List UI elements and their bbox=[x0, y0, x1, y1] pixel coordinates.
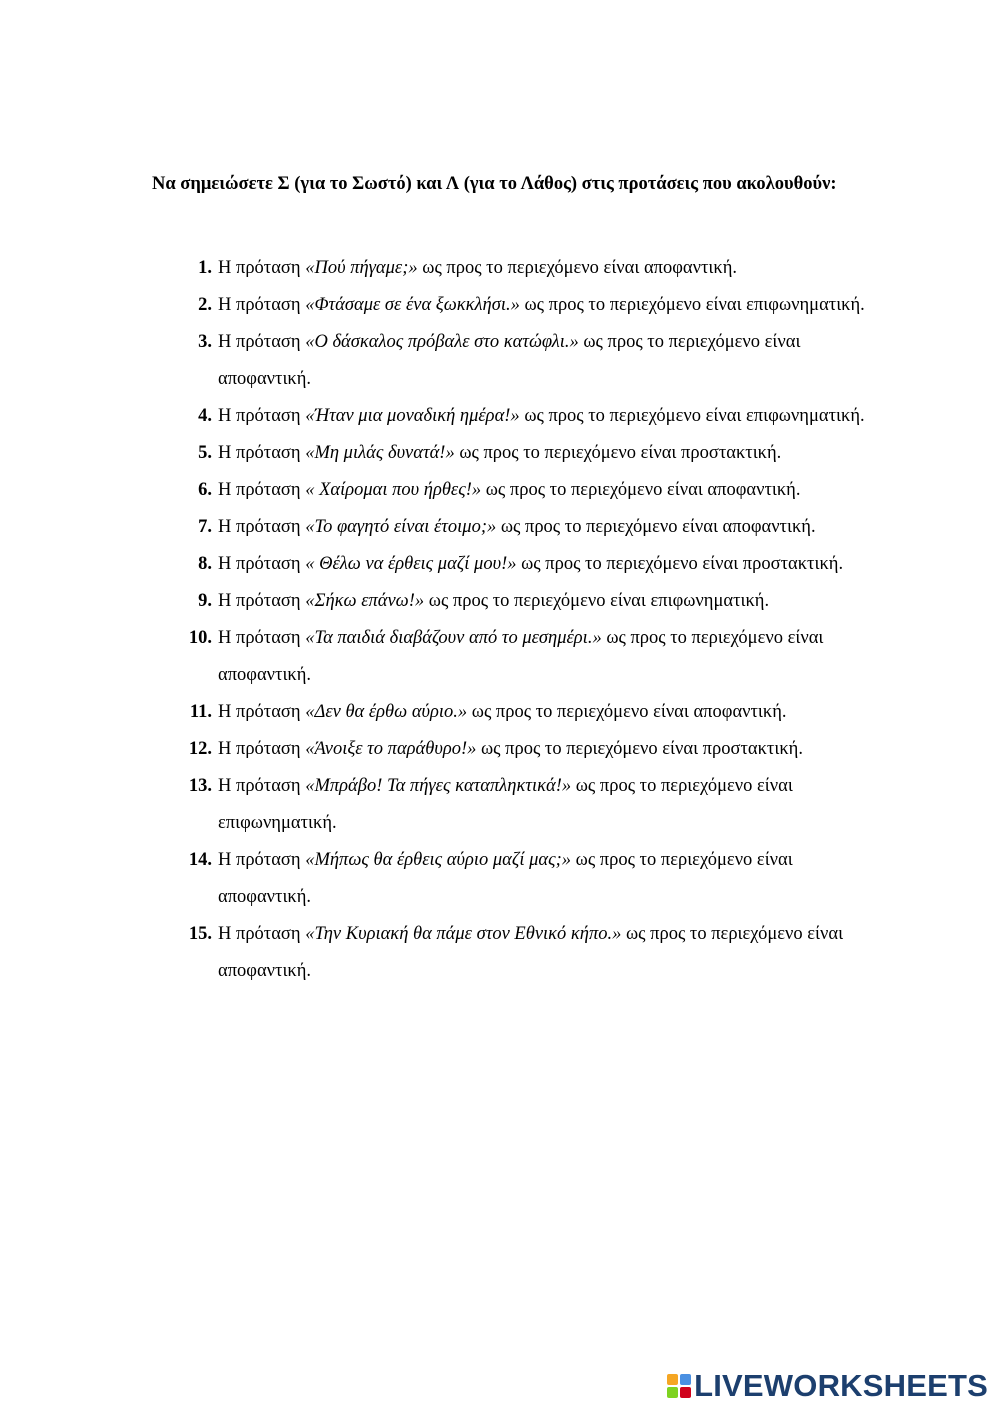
item-sentence: «Φτάσαμε σε ένα ξωκκλήσι.» bbox=[305, 295, 520, 315]
exercise-item bbox=[152, 731, 872, 768]
exercise-item bbox=[152, 842, 872, 916]
item-text bbox=[218, 509, 872, 546]
exercise-item bbox=[152, 324, 872, 398]
item-text bbox=[218, 546, 872, 583]
item-text bbox=[218, 287, 872, 324]
item-prefix: Η πρόταση bbox=[218, 739, 306, 759]
item-sentence: «Μήπως θα έρθεις αύριο μαζί μας;» bbox=[305, 850, 572, 870]
logo-square bbox=[667, 1374, 678, 1385]
liveworksheets-logo bbox=[667, 1366, 988, 1406]
item-prefix: Η πρόταση bbox=[218, 295, 306, 315]
exercise-item bbox=[152, 620, 872, 694]
item-number: 8. bbox=[198, 554, 212, 574]
item-prefix: Η πρόταση bbox=[218, 702, 306, 722]
logo-square bbox=[667, 1387, 678, 1398]
item-sentence: «Δεν θα έρθω αύριο.» bbox=[305, 702, 468, 722]
exercise-item bbox=[152, 435, 872, 472]
item-number: 12. bbox=[188, 739, 212, 759]
item-number: 1. bbox=[198, 258, 212, 278]
item-suffix: ως προς το περιεχόμενο είναι αποφαντική. bbox=[496, 517, 816, 537]
item-suffix: ως προς το περιεχόμενο είναι αποφαντική. bbox=[218, 628, 829, 685]
item-text bbox=[218, 694, 872, 731]
item-number: 15. bbox=[188, 924, 212, 944]
item-text bbox=[218, 472, 872, 509]
item-text bbox=[218, 250, 872, 287]
item-text bbox=[218, 398, 872, 435]
item-number: 7. bbox=[198, 517, 212, 537]
exercise-list bbox=[152, 250, 872, 990]
item-prefix: Η πρόταση bbox=[218, 776, 306, 796]
item-number: 5. bbox=[198, 443, 212, 463]
item-sentence: «Τα παιδιά διαβάζουν από το μεσημέρι.» bbox=[305, 628, 602, 648]
logo-square bbox=[680, 1387, 691, 1398]
item-number: 3. bbox=[198, 332, 212, 352]
item-prefix: Η πρόταση bbox=[218, 517, 306, 537]
item-suffix: ως προς το περιεχόμενο είναι αποφαντική. bbox=[218, 924, 848, 981]
exercise-item bbox=[152, 472, 872, 509]
exercise-item bbox=[152, 398, 872, 435]
item-prefix: Η πρόταση bbox=[218, 258, 306, 278]
logo-text: LIVEWORKSHEETS bbox=[694, 1368, 988, 1403]
exercise-item bbox=[152, 916, 872, 990]
item-number: 9. bbox=[198, 591, 212, 611]
item-suffix: ως προς το περιεχόμενο είναι αποφαντική. bbox=[467, 702, 787, 722]
item-text bbox=[218, 620, 872, 694]
item-text bbox=[218, 731, 872, 768]
item-number: 6. bbox=[198, 480, 212, 500]
item-suffix: ως προς το περιεχόμενο είναι επιφωνηματική. bbox=[424, 591, 770, 611]
item-prefix: Η πρόταση bbox=[218, 332, 306, 352]
item-number: 10. bbox=[188, 628, 212, 648]
item-suffix: ως προς το περιεχόμενο είναι αποφαντική. bbox=[481, 480, 801, 500]
item-suffix: ως προς το περιεχόμενο είναι αποφαντική. bbox=[218, 850, 798, 907]
item-sentence: «Πού πήγαμε;» bbox=[305, 258, 418, 278]
item-number: 14. bbox=[188, 850, 212, 870]
exercise-item bbox=[152, 546, 872, 583]
exercise-item bbox=[152, 250, 872, 287]
item-number: 4. bbox=[198, 406, 212, 426]
item-text bbox=[218, 435, 872, 472]
item-sentence: «Μη μιλάς δυνατά!» bbox=[305, 443, 455, 463]
item-suffix: ως προς το περιεχόμενο είναι προστακτική. bbox=[516, 554, 844, 574]
item-suffix: ως προς το περιεχόμενο είναι αποφαντική. bbox=[218, 332, 806, 389]
item-suffix: ως προς το περιεχόμενο είναι επιφωνηματική. bbox=[519, 295, 865, 315]
item-sentence: «Το φαγητό είναι έτοιμο;» bbox=[305, 517, 497, 537]
item-sentence: « Χαίρομαι που ήρθες!» bbox=[305, 480, 482, 500]
item-sentence: «Μπράβο! Τα πήγες καταπληκτικά!» bbox=[305, 776, 572, 796]
item-text bbox=[218, 324, 872, 398]
item-prefix: Η πρόταση bbox=[218, 480, 306, 500]
item-sentence: «Την Κυριακή θα πάμε στον Εθνικό κήπο.» bbox=[305, 924, 622, 944]
item-prefix: Η πρόταση bbox=[218, 443, 306, 463]
item-suffix: ως προς το περιεχόμενο είναι προστακτική. bbox=[476, 739, 803, 759]
item-number: 2. bbox=[198, 295, 212, 315]
item-sentence: «Άνοιξε το παράθυρο!» bbox=[305, 739, 477, 759]
item-sentence: « Θέλω να έρθεις μαζί μου!» bbox=[305, 554, 517, 574]
item-prefix: Η πρόταση bbox=[218, 850, 306, 870]
item-suffix: ως προς το περιεχόμενο είναι αποφαντική. bbox=[417, 258, 738, 278]
item-text bbox=[218, 916, 872, 990]
item-prefix: Η πρόταση bbox=[218, 628, 306, 648]
item-number: 13. bbox=[188, 776, 212, 796]
item-text bbox=[218, 842, 872, 916]
item-number: 11. bbox=[189, 702, 212, 722]
item-prefix: Η πρόταση bbox=[218, 554, 306, 574]
exercise-item bbox=[152, 509, 872, 546]
exercise-item bbox=[152, 768, 872, 842]
logo-square bbox=[680, 1374, 691, 1385]
item-prefix: Η πρόταση bbox=[218, 924, 306, 944]
item-sentence: «Ο δάσκαλος πρόβαλε στο κατώφλι.» bbox=[305, 332, 579, 352]
item-suffix: ως προς το περιεχόμενο είναι επιφωνηματική. bbox=[519, 406, 865, 426]
item-suffix: ως προς το περιεχόμενο είναι προστακτική. bbox=[454, 443, 782, 463]
item-text bbox=[218, 768, 872, 842]
item-prefix: Η πρόταση bbox=[218, 591, 306, 611]
item-suffix: ως προς το περιεχόμενο είναι επιφωνηματική. bbox=[218, 776, 798, 833]
item-text bbox=[218, 583, 872, 620]
exercise-item bbox=[152, 694, 872, 731]
item-prefix: Η πρόταση bbox=[218, 406, 306, 426]
exercise-item bbox=[152, 287, 872, 324]
exercise-item bbox=[152, 583, 872, 620]
item-sentence: «Σήκω επάνω!» bbox=[305, 591, 425, 611]
item-sentence: «Ήταν μια μοναδική ημέρα!» bbox=[305, 406, 520, 426]
liveworksheets-logo-icon bbox=[667, 1374, 691, 1398]
instructions-heading: Να σημειώσετε Σ (για το Σωστό) και Λ (για το Λάθος) στις προτάσεις που ακολουθούν: bbox=[152, 174, 837, 194]
